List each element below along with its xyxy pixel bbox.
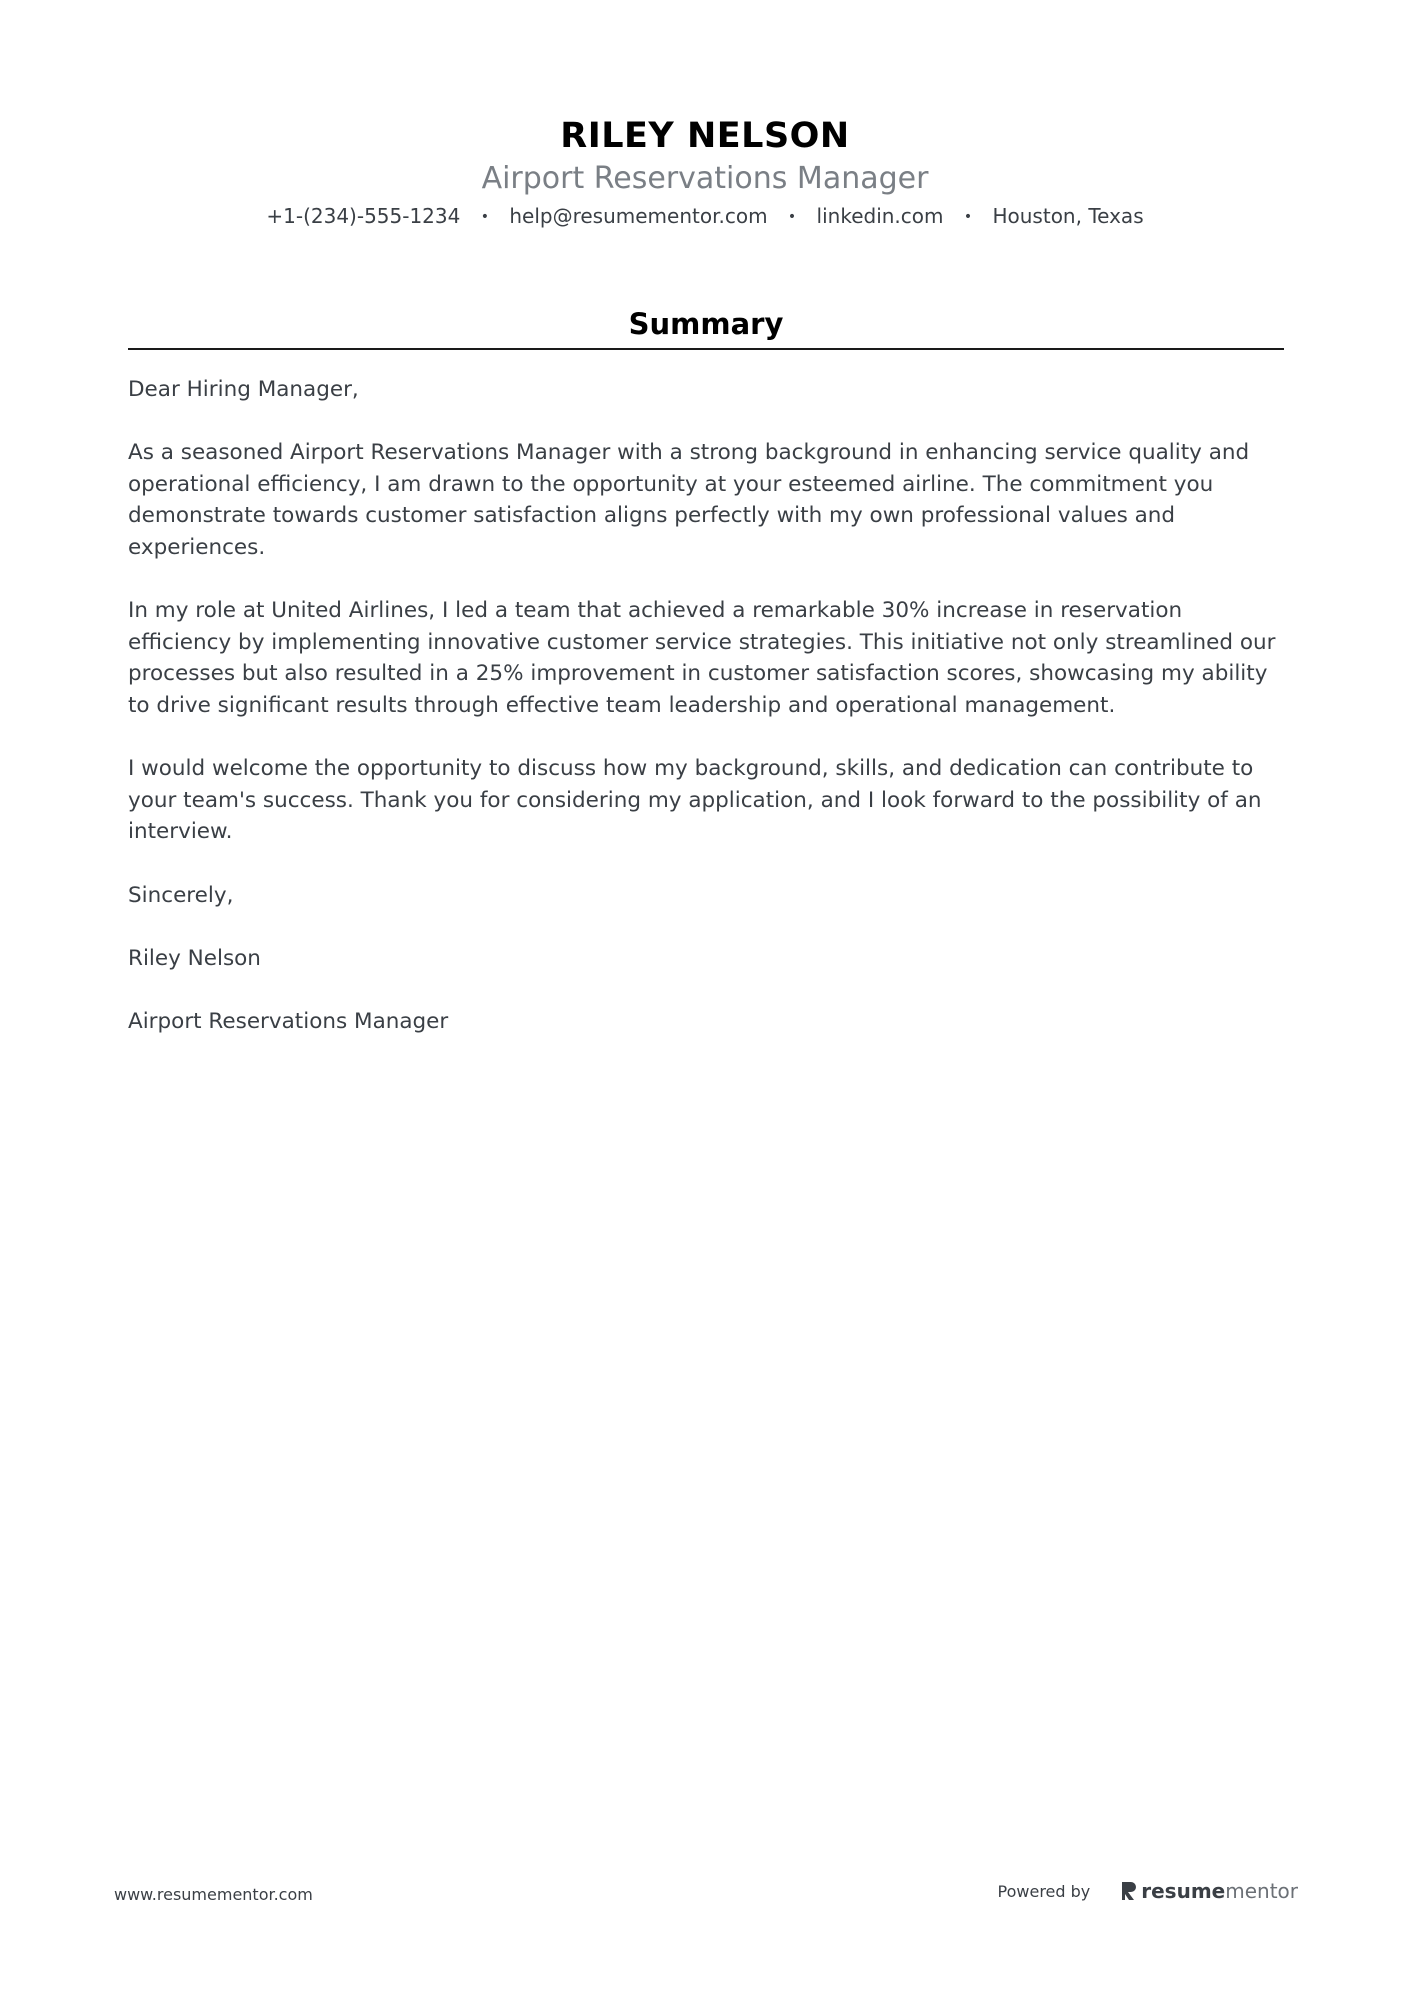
footer-branding <box>998 1879 1298 1903</box>
footer-website: www.resumementor.com <box>114 1885 313 1904</box>
contact-location: Houston, Texas <box>992 204 1144 228</box>
signature-title: Airport Reservations Manager <box>128 1008 449 1034</box>
job-title: Airport Reservations Manager <box>481 161 929 196</box>
contact-separator: • <box>480 209 489 225</box>
section-title: Summary <box>628 307 784 341</box>
contact-linkedin: linkedin.com <box>816 204 944 228</box>
brand-name-bold: resume <box>1141 1879 1226 1903</box>
contact-email: help@resumementor.com <box>509 204 768 228</box>
contact-separator: • <box>787 209 797 225</box>
contact-line <box>0 200 1410 233</box>
powered-by-label: Powered by <box>997 1881 1091 1901</box>
brand-logo <box>1120 1879 1298 1903</box>
section-divider <box>128 348 1284 350</box>
contact-phone: +1-(234)-555-1234 <box>266 204 461 228</box>
body-paragraph: In my role at United Airlines, I led a team that achieved a remarkable 30% increase in reservation efficiency by implementing innovative customer service strategies. This initiative not only streamlined our processes but also resulted in a 25% improvement in customer satisfaction scores, showcasing my ability to drive significant results through effective team leadership and operational management. <box>128 598 1276 718</box>
candidate-name: RILEY NELSON <box>560 116 850 156</box>
salutation: Dear Hiring Manager, <box>128 377 359 402</box>
letter-body <box>128 374 1284 1069</box>
contact-separator: • <box>963 209 973 225</box>
signature-name: Riley Nelson <box>128 945 261 971</box>
resumementor-logo-icon <box>1120 1880 1138 1902</box>
body-paragraph: As a seasoned Airport Reservations Manager with a strong background in enhancing service quality and operational efficiency, I am drawn to the opportunity at your esteemed airline. The commitment you demonstrate towards customer satisfaction aligns perfectly with my own professional values and experiences. <box>128 440 1250 560</box>
header <box>0 112 1410 233</box>
body-paragraph: I would welcome the opportunity to discuss how my background, skills, and dedication can contribute to your team's success. Thank you for considering my application, and I look forward to the possibility of an interview. <box>128 756 1262 845</box>
summary-section <box>128 302 1284 350</box>
brand-name-light: mentor <box>1225 1879 1298 1903</box>
closing: Sincerely, <box>128 882 234 908</box>
